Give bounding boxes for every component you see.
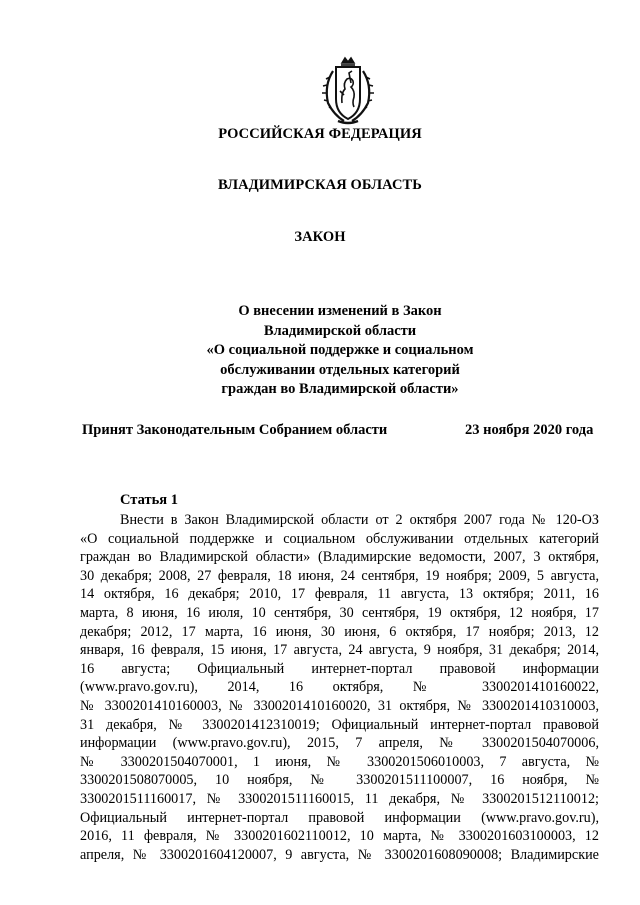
text-line: 3300201508070005, 10 ноября, № 3300201511100007, 16 ноября, № <box>80 772 599 789</box>
adopted-by: Принят Законодательным Собранием области <box>82 422 388 438</box>
text-line: граждан во Владимирской области» (Владимирские ведомости, 2007, 3 октября, <box>80 549 599 566</box>
law-title-line: Владимирской области <box>263 322 417 339</box>
text-line: информации (www.pravo.gov.ru), 2015, 7 апреля, № 3300201504070006, <box>80 735 599 752</box>
text-line: 16 августа; Официальный интернет-портал правовой информации <box>80 660 599 677</box>
coat-of-arms-icon <box>318 55 378 127</box>
text-line: Официальный интернет-портал правовой информации (www.pravo.gov.ru), <box>80 809 599 826</box>
text-line: Внести в Закон Владимирской области от 2 октября 2007 года № 120-ОЗ <box>120 512 599 528</box>
region-heading: ВЛАДИМИРСКАЯ ОБЛАСТЬ <box>218 177 422 193</box>
text-line: марта, 8 июня, 16 июля, 10 сентября, 30 сентября, 19 октября, 12 ноября, 17 <box>80 604 599 621</box>
law-title <box>170 302 510 400</box>
text-line: № 3300201410160003, № 3300201410160020, 31 октября, № 3300201410310003, <box>80 697 599 714</box>
text-line: января, 16 февраля, 15 июня, 17 августа, 24 августа, 9 ноября, 31 декабря; 2014, <box>80 642 599 659</box>
country-heading: РОССИЙСКАЯ ФЕДЕРАЦИЯ <box>218 126 422 142</box>
text-line: 30 декабря; 2008, 27 февраля, 18 июня, 24 сентября, 19 ноября; 2009, 5 августа, <box>80 567 599 584</box>
adoption-date: 23 ноября 2020 года <box>465 422 594 438</box>
law-title-line: «О социальной поддержке и социальном <box>206 342 474 358</box>
text-line: декабря; 2012, 17 марта, 16 июня, 30 июня, 6 октября, 17 ноября; 2013, 12 <box>80 623 599 640</box>
law-title-line: обслуживании отдельных категорий <box>220 361 460 378</box>
text-line: 31 декабря, № 3300201412310019; Официальный интернет-портал правовой <box>80 716 599 733</box>
document-type-heading: ЗАКОН <box>294 229 346 245</box>
text-line: 2016, 11 февраля, № 3300201602110012, 10 марта, № 3300201603100003, 12 <box>80 828 599 845</box>
text-line: «О социальной поддержке и социальном обслуживании отдельных категорий <box>80 530 599 547</box>
article-body <box>80 511 599 864</box>
text-line: № 3300201504070001, 1 июня, № 3300201506010003, 7 августа, № <box>80 753 599 770</box>
article-heading: Статья 1 <box>120 492 178 508</box>
text-line: 3300201511160017, № 3300201511160015, 11 декабря, № 3300201512110012; <box>80 790 599 807</box>
law-title-line: О внесении изменений в Закон <box>238 303 442 319</box>
text-line: 14 октября, 16 декабря; 2010, 17 февраля, 11 августа, 13 октября; 2011, 16 <box>80 586 599 603</box>
text-line: (www.pravo.gov.ru), 2014, 16 октября, № 3300201410160022, <box>80 679 599 696</box>
text-line: апреля, № 3300201604120007, 9 августа, № 3300201608090008; Владимирские <box>80 846 599 863</box>
law-title-line: граждан во Владимирской области» <box>221 381 459 397</box>
